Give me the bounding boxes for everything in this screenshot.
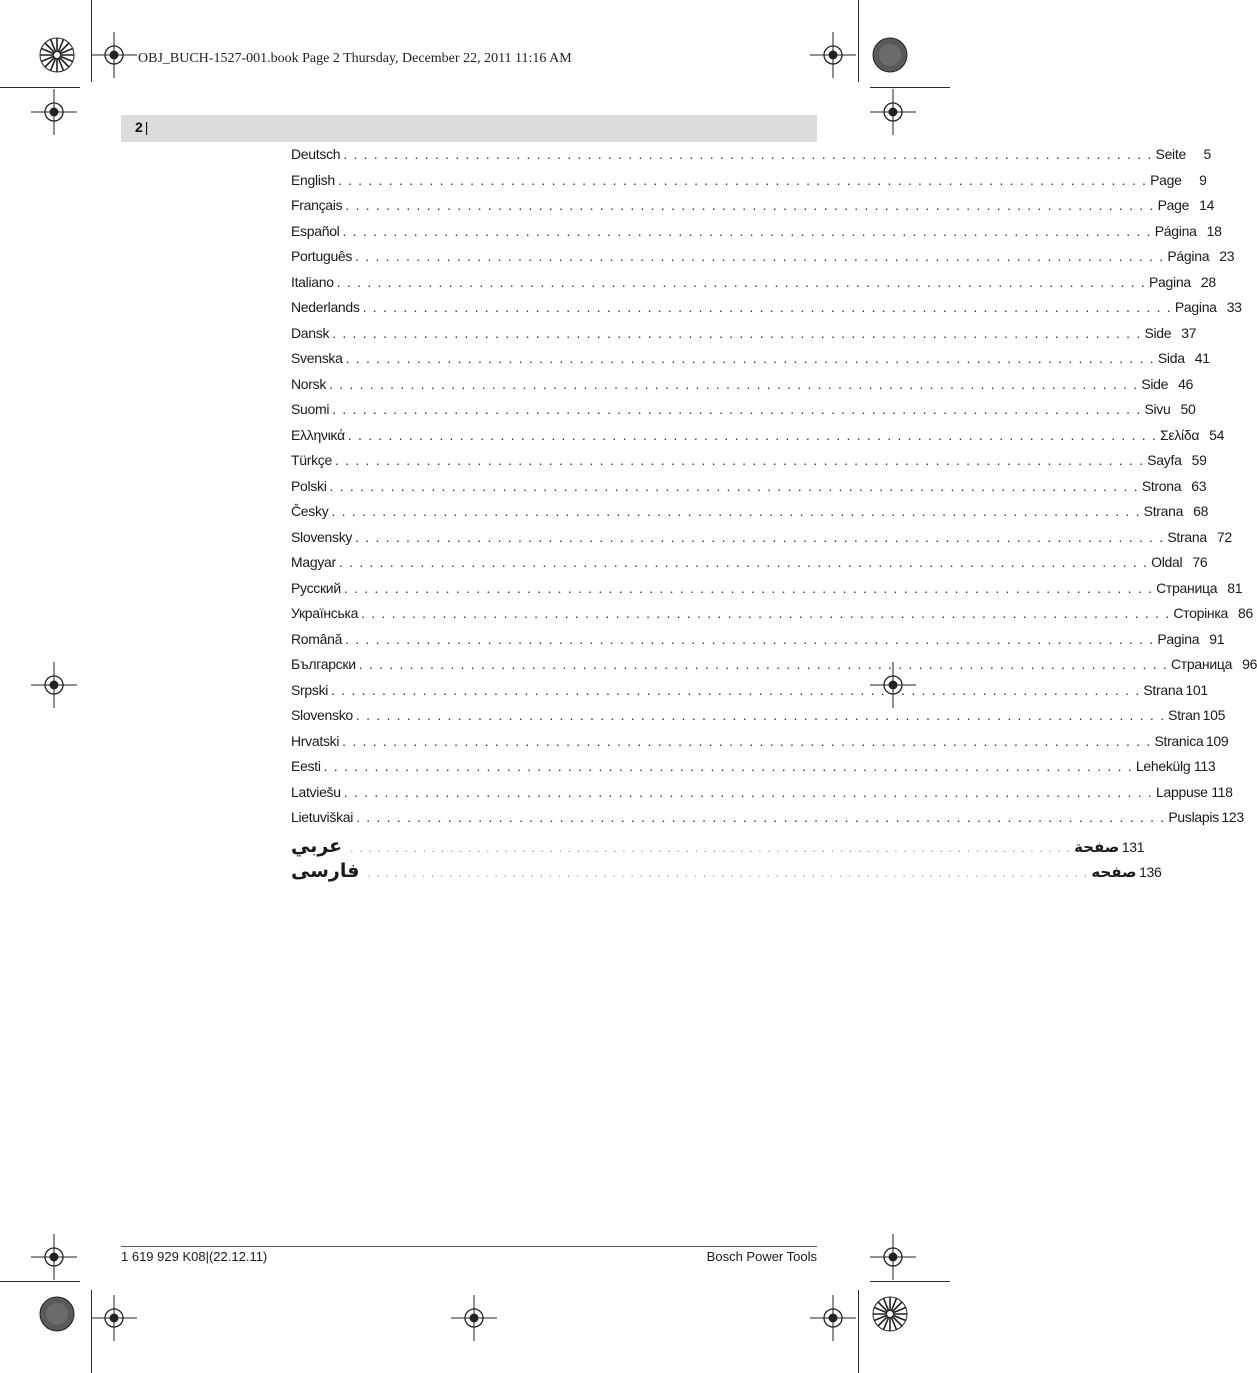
toc-entry[interactable] — [291, 401, 1196, 427]
toc-dot-leader: . . . . . . . . . . . . . . . . . . . . . . . . . . . . . . . . . . . . . . . . . . . . . . . . . . . . . . . . . . . . . . . . . . . . . . . . . . . . . . . . — [358, 656, 1168, 672]
toc-entry[interactable] — [291, 707, 1226, 733]
toc-language: Dansk — [291, 324, 330, 341]
toc-page-number: 113 — [1193, 758, 1216, 774]
footer-code: 1 619 929 K08 — [121, 1249, 206, 1264]
toc-language: Česky — [291, 503, 329, 519]
crop-mark — [858, 0, 859, 82]
toc-language: Eesti — [291, 758, 321, 774]
toc-page-number: 76 — [1192, 554, 1208, 570]
toc-page-label: Strana — [1143, 503, 1184, 519]
toc-language: Português — [291, 248, 353, 264]
crop-mark — [0, 87, 80, 88]
toc-language: Svenska — [291, 350, 343, 366]
toc-dot-leader: . . . . . . . . . . . . . . . . . . . . . . . . . . . . . . . . . . . . . . . . . . . . . . . . . . . . . . . . . . . . . . . . . . . . . . . . . . . . . . . . — [331, 503, 1141, 519]
toc-page-label: Sayfa — [1147, 452, 1182, 468]
toc-entry[interactable] — [291, 732, 1229, 759]
toc-page-number: 68 — [1193, 503, 1209, 519]
toc-dot-leader: . . . . . . . . . . . . . . . . . . . . . . . . . . . . . . . . . . . . . . . . . . . . . . . . . . . . . . . . . . . . . . . . . . . . . . . . . . . . . . . . — [347, 426, 1158, 443]
footer-date: (22.12.11) — [208, 1249, 268, 1264]
registration-target-icon — [810, 1295, 856, 1341]
toc-dot-leader: . . . . . . . . . . . . . . . . . . . . . . . . . . . . . . . . . . . . . . . . . . . . . . . . . . . . . . . . . . . . . . . . . . . . . . . . . . . . . . . . — [323, 758, 1133, 774]
toc-entry[interactable] — [291, 503, 1209, 529]
toc-language: Slovensko — [291, 707, 353, 723]
toc-entry[interactable] — [291, 528, 1232, 555]
toc-page-number: 37 — [1181, 324, 1197, 341]
toc-dot-leader: . . . . . . . . . . . . . . . . . . . . . . . . . . . . . . . . . . . . . . . . . . . . . . . . . . . . . . . . . . . . . . . . . . . . . . . . . . . . . . . . — [345, 350, 1155, 366]
toc-language: Español — [291, 222, 340, 239]
toc-page-number: 136 — [1139, 864, 1162, 880]
registration-target-icon — [810, 32, 856, 78]
starburst-registration-icon — [868, 1292, 912, 1336]
toc-entry[interactable] — [291, 299, 1242, 325]
toc-dot-leader: . . . . . . . . . . . . . . . . . . . . . . . . . . . . . . . . . . . . . . . . . . . . . . . . . . . . . . . . . . . . . . . . . . . . . . . . . . . . . . . . — [329, 477, 1139, 494]
toc-entry[interactable] — [291, 656, 1257, 682]
toc-page-label: Lehekülg — [1135, 758, 1191, 774]
registration-target-icon — [31, 1234, 77, 1280]
toc-language: Русский — [291, 579, 341, 596]
toc-dot-leader: . . . . . . . . . . . . . . . . . . . . . . . . . . . . . . . . . . . . . . . . . . . . . . . . . . . . . . . . . . . . . . . . . . . . . . . . . . . . . . . . — [343, 146, 1153, 162]
toc-page-label: Pagina — [1157, 630, 1200, 647]
toc-dot-leader: . . . . . . . . . . . . . . . . . . . . . . . . . . . . . . . . . . . . . . . . . . . . . . . . . . . . . . . . . . . . . . . . . . . . . . . . . . . . . . . . — [335, 452, 1145, 468]
toc-page-label: Strana — [1167, 528, 1207, 545]
toc-language: Ελληνικά — [291, 426, 345, 443]
toc-page-label: صفحه — [1091, 864, 1137, 881]
registration-target-icon — [870, 89, 916, 135]
toc-entry[interactable] — [291, 579, 1243, 606]
toc-page-number: 41 — [1194, 350, 1210, 366]
toc-page-number: 59 — [1191, 452, 1207, 468]
toc-dot-leader: . . . . . . . . . . . . . . . . . . . . . . . . . . . . . . . . . . . . . . . . . . . . . . . . . . . . . . . . . . . . . . . . . . . . . . . . . . . . . . . . — [362, 299, 1172, 315]
toc-language: Türkçe — [291, 452, 332, 468]
footer-brand: Bosch Power Tools — [706, 1249, 817, 1264]
toc-page-number: 33 — [1226, 299, 1242, 315]
registration-target-icon — [31, 662, 77, 708]
page-number-separator: | — [144, 119, 149, 135]
toc-page-number: 123 — [1221, 809, 1244, 825]
toc-language: عربي — [291, 835, 343, 857]
toc-entry[interactable] — [291, 835, 1145, 861]
toc-entry[interactable] — [291, 758, 1216, 784]
toc-page-label: Oldal — [1151, 554, 1183, 570]
toc-language: Română — [291, 630, 343, 647]
crop-mark — [0, 1281, 80, 1282]
toc-page-label: Seite — [1155, 146, 1186, 162]
toc-dot-leader: . . . . . . . . . . . . . . . . . . . . . . . . . . . . . . . . . . . . . . . . . . . . . . . . . . . . . . . . . . . . . . . . . . . . . . . . . . . . . . . . — [367, 866, 1089, 880]
toc-dot-leader: . . . . . . . . . . . . . . . . . . . . . . . . . . . . . . . . . . . . . . . . . . . . . . . . . . . . . . . . . . . . . . . . . . . . . . . . . . . . . . . . — [345, 630, 1155, 647]
toc-dot-leader: . . . . . . . . . . . . . . . . . . . . . . . . . . . . . . . . . . . . . . . . . . . . . . . . . . . . . . . . . . . . . . . . . . . . . . . . . . . . . . . . — [336, 273, 1147, 290]
toc-entry[interactable] — [291, 605, 1253, 631]
toc-entry[interactable] — [291, 860, 1162, 886]
footer-separator: | — [205, 1249, 209, 1264]
toc-dot-leader: . . . . . . . . . . . . . . . . . . . . . . . . . . . . . . . . . . . . . . . . . . . . . . . . . . . . . . . . . . . . . . . . . . . . . . . . . . . . . . . . — [342, 732, 1152, 749]
toc-dot-leader: . . . . . . . . . . . . . . . . . . . . . . . . . . . . . . . . . . . . . . . . . . . . . . . . . . . . . . . . . . . . . . . . . . . . . . . . . . . . . . . . — [361, 605, 1171, 621]
toc-language: Hrvatski — [291, 732, 340, 749]
toc-entry[interactable] — [291, 273, 1216, 300]
registration-target-icon — [870, 1234, 916, 1280]
toc-page-number: 14 — [1199, 197, 1215, 213]
toc-entry[interactable] — [291, 809, 1244, 835]
toc-page-number: 96 — [1242, 656, 1257, 672]
toc-page-number: 18 — [1206, 222, 1222, 239]
toc-dot-leader: . . . . . . . . . . . . . . . . . . . . . . . . . . . . . . . . . . . . . . . . . . . . . . . . . . . . . . . . . . . . . . . . . . . . . . . . . . . . . . . . — [342, 222, 1152, 239]
toc-language: Norsk — [291, 375, 327, 392]
density-disc-icon — [868, 33, 912, 77]
toc-entry[interactable] — [291, 783, 1233, 810]
toc-language: فارسی — [291, 861, 360, 882]
table-of-contents — [291, 146, 1257, 886]
toc-page-label: Pagina — [1149, 273, 1191, 290]
toc-page-label: Puslapis — [1168, 809, 1219, 825]
density-disc-icon — [35, 1292, 79, 1336]
toc-page-number: 86 — [1238, 605, 1253, 621]
toc-entry[interactable] — [291, 171, 1207, 198]
registration-target-icon — [451, 1295, 497, 1341]
toc-dot-leader: . . . . . . . . . . . . . . . . . . . . . . . . . . . . . . . . . . . . . . . . . . . . . . . . . . . . . . . . . . . . . . . . . . . . . . . . . . . . . . . . — [355, 707, 1166, 723]
footer-rule — [121, 1246, 817, 1247]
toc-page-number: 50 — [1180, 401, 1196, 417]
toc-page-label: Side — [1141, 375, 1169, 392]
toc-page-label: Pagina — [1174, 299, 1217, 315]
toc-entry[interactable] — [291, 197, 1215, 223]
toc-dot-leader: . . . . . . . . . . . . . . . . . . . . . . . . . . . . . . . . . . . . . . . . . . . . . . . . . . . . . . . . . . . . . . . . . . . . . . . . . . . . . . . . — [343, 783, 1154, 800]
toc-page-number: 63 — [1191, 477, 1207, 494]
toc-page-number: 101 — [1185, 681, 1208, 698]
toc-language: Nederlands — [291, 299, 360, 315]
toc-page-label: Sivu — [1144, 401, 1171, 417]
toc-language: Srpski — [291, 681, 329, 698]
toc-language: Magyar — [291, 554, 336, 570]
toc-language: Français — [291, 197, 343, 213]
toc-page-number: 118 — [1211, 783, 1233, 800]
toc-page-label: Страница — [1156, 579, 1218, 596]
toc-dot-leader: . . . . . . . . . . . . . . . . . . . . . . . . . . . . . . . . . . . . . . . . . . . . . . . . . . . . . . . . . . . . . . . . . . . . . . . . . . . . . . . . — [350, 840, 1072, 855]
toc-language: Italiano — [291, 273, 334, 290]
toc-dot-leader: . . . . . . . . . . . . . . . . . . . . . . . . . . . . . . . . . . . . . . . . . . . . . . . . . . . . . . . . . . . . . . . . . . . . . . . . . . . . . . . . — [343, 579, 1154, 596]
toc-dot-leader: . . . . . . . . . . . . . . . . . . . . . . . . . . . . . . . . . . . . . . . . . . . . . . . . . . . . . . . . . . . . . . . . . . . . . . . . . . . . . . . . — [331, 681, 1141, 698]
toc-dot-leader: . . . . . . . . . . . . . . . . . . . . . . . . . . . . . . . . . . . . . . . . . . . . . . . . . . . . . . . . . . . . . . . . . . . . . . . . . . . . . . . . — [345, 197, 1155, 213]
starburst-registration-icon — [35, 33, 79, 77]
page-number-value: 2 — [135, 119, 143, 135]
toc-page-label: صفحة — [1074, 838, 1120, 856]
toc-page-label: Сторінка — [1173, 605, 1228, 621]
toc-dot-leader: . . . . . . . . . . . . . . . . . . . . . . . . . . . . . . . . . . . . . . . . . . . . . . . . . . . . . . . . . . . . . . . . . . . . . . . . . . . . . . . . — [332, 401, 1142, 417]
toc-dot-leader: . . . . . . . . . . . . . . . . . . . . . . . . . . . . . . . . . . . . . . . . . . . . . . . . . . . . . . . . . . . . . . . . . . . . . . . . . . . . . . . . — [356, 809, 1166, 825]
toc-entry[interactable] — [291, 350, 1210, 376]
toc-page-number: 131 — [1121, 838, 1145, 855]
toc-page-number: 28 — [1200, 273, 1216, 290]
toc-page-number: 72 — [1216, 528, 1232, 545]
registration-target-icon — [91, 32, 137, 78]
toc-language: Latviešu — [291, 783, 341, 800]
page-number — [135, 119, 148, 135]
toc-language: Українська — [291, 605, 359, 621]
toc-page-label: Page — [1157, 197, 1190, 213]
toc-dot-leader: . . . . . . . . . . . . . . . . . . . . . . . . . . . . . . . . . . . . . . . . . . . . . . . . . . . . . . . . . . . . . . . . . . . . . . . . . . . . . . . . — [332, 324, 1142, 341]
crop-mark — [858, 1290, 859, 1373]
toc-entry[interactable] — [291, 681, 1208, 708]
toc-language: Slovensky — [291, 528, 353, 545]
toc-language: Български — [291, 656, 356, 672]
toc-page-number: 91 — [1209, 630, 1225, 647]
toc-language: Suomi — [291, 401, 330, 417]
toc-page-label: Página — [1154, 222, 1197, 239]
toc-page-label: Σελίδα — [1160, 426, 1200, 443]
toc-page-label: Strona — [1141, 477, 1182, 494]
toc-entry[interactable] — [291, 630, 1225, 657]
toc-entry[interactable] — [291, 477, 1207, 504]
toc-entry[interactable] — [291, 375, 1194, 402]
crop-mark — [870, 1281, 950, 1282]
toc-page-number: 46 — [1178, 375, 1194, 392]
toc-entry[interactable] — [291, 146, 1211, 172]
toc-entry[interactable] — [291, 554, 1208, 580]
toc-entry[interactable] — [291, 426, 1225, 453]
toc-language: Lietuviškai — [291, 809, 354, 825]
toc-dot-leader: . . . . . . . . . . . . . . . . . . . . . . . . . . . . . . . . . . . . . . . . . . . . . . . . . . . . . . . . . . . . . . . . . . . . . . . . . . . . . . . . — [355, 528, 1165, 545]
registration-target-icon — [31, 89, 77, 135]
toc-page-number: 5 — [1203, 146, 1211, 162]
toc-page-label: Side — [1144, 324, 1172, 341]
toc-language: English — [291, 171, 335, 188]
registration-target-icon — [91, 1295, 137, 1341]
toc-page-label: Strana — [1143, 681, 1183, 698]
toc-page-number: 54 — [1209, 426, 1225, 443]
print-header: OBJ_BUCH-1527-001.book Page 2 Thursday, December 22, 2011 11:16 AM — [138, 51, 572, 66]
toc-page-number: 23 — [1219, 248, 1235, 264]
page-number-band — [121, 115, 817, 142]
toc-page-number: 81 — [1227, 579, 1243, 596]
toc-page-number: 109 — [1205, 732, 1229, 749]
toc-entry[interactable] — [291, 324, 1197, 351]
toc-page-label: Stranica — [1154, 732, 1204, 749]
toc-dot-leader: . . . . . . . . . . . . . . . . . . . . . . . . . . . . . . . . . . . . . . . . . . . . . . . . . . . . . . . . . . . . . . . . . . . . . . . . . . . . . . . . — [329, 375, 1139, 392]
toc-page-number: 9 — [1199, 171, 1207, 188]
toc-page-label: Page — [1150, 171, 1182, 188]
toc-dot-leader: . . . . . . . . . . . . . . . . . . . . . . . . . . . . . . . . . . . . . . . . . . . . . . . . . . . . . . . . . . . . . . . . . . . . . . . . . . . . . . . . — [338, 554, 1149, 570]
toc-dot-leader: . . . . . . . . . . . . . . . . . . . . . . . . . . . . . . . . . . . . . . . . . . . . . . . . . . . . . . . . . . . . . . . . . . . . . . . . . . . . . . . . — [355, 248, 1165, 264]
toc-entry[interactable] — [291, 248, 1235, 274]
toc-language: Deutsch — [291, 146, 341, 162]
crop-mark — [870, 87, 950, 88]
toc-page-label: Lappuse — [1156, 783, 1208, 800]
footer-document-code — [121, 1249, 267, 1264]
toc-entry[interactable] — [291, 452, 1207, 478]
toc-page-label: Sida — [1157, 350, 1185, 366]
toc-language: Polski — [291, 477, 327, 494]
toc-page-label: Stran — [1168, 707, 1201, 723]
toc-page-label: Страница — [1171, 656, 1233, 672]
toc-page-label: Página — [1167, 248, 1210, 264]
toc-dot-leader: . . . . . . . . . . . . . . . . . . . . . . . . . . . . . . . . . . . . . . . . . . . . . . . . . . . . . . . . . . . . . . . . . . . . . . . . . . . . . . . . — [337, 171, 1148, 188]
toc-entry[interactable] — [291, 222, 1222, 249]
toc-page-number: 105 — [1202, 707, 1226, 723]
